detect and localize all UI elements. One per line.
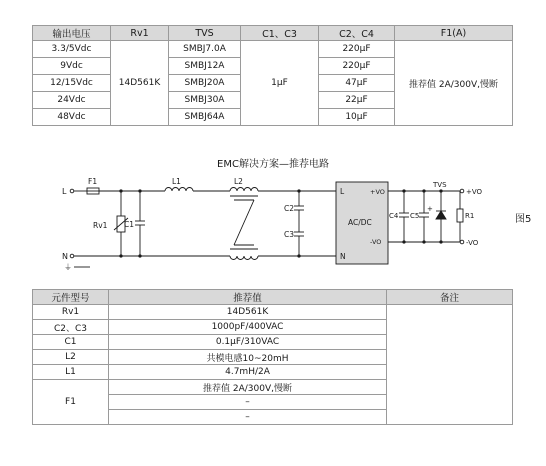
cell-value: – — [109, 395, 387, 410]
cell-vout: 3.3/5Vdc — [33, 41, 111, 58]
cell-tvs: SMBJ30A — [169, 92, 241, 109]
cell-value: 14D561K — [109, 305, 387, 320]
label-c5: C5 — [410, 212, 420, 220]
module-pin-von: -VO — [370, 238, 382, 246]
cell-vout: 9Vdc — [33, 58, 111, 75]
terminal-out-pos — [460, 189, 464, 193]
cell-tvs: SMBJ20A — [169, 75, 241, 92]
header-c1c3: C1、C3 — [241, 26, 319, 41]
label-l1: L1 — [172, 177, 181, 186]
cell-note — [387, 305, 513, 425]
cell-part-f1: F1 — [33, 380, 109, 425]
module-pin-l: L — [340, 187, 345, 196]
cell-vout: 48Vdc — [33, 109, 111, 126]
header-note: 备注 — [387, 290, 513, 305]
cell-f1: 推荐值 2A/300V,慢断 — [395, 41, 513, 126]
header-vout: 输出电压 — [33, 26, 111, 41]
cell-value: 推荐值 2A/300V,慢断 — [109, 380, 387, 395]
label-c3: C3 — [284, 230, 295, 239]
header-part: 元件型号 — [33, 290, 109, 305]
module-pin-n: N — [340, 252, 346, 261]
spec-table-header — [33, 26, 513, 41]
cell-part: L1 — [33, 365, 109, 380]
table-row — [33, 41, 513, 58]
cell-c2c4: 47μF — [319, 75, 395, 92]
cell-c2c4: 220μF — [319, 58, 395, 75]
cell-value: 0.1μF/310VAC — [109, 335, 387, 350]
label-out-neg: -VO — [466, 239, 479, 247]
cell-part: C1 — [33, 335, 109, 350]
parts-table-header — [33, 290, 513, 305]
cell-part: L2 — [33, 350, 109, 365]
label-plus: + — [427, 205, 433, 213]
cell-value: 共模电感10~20mH — [109, 350, 387, 365]
table-row — [33, 305, 513, 320]
cell-tvs: SMBJ7.0A — [169, 41, 241, 58]
emc-circuit-diagram — [0, 170, 546, 280]
spec-table — [32, 25, 513, 126]
resistor-r1 — [457, 209, 463, 222]
cell-part: Rv1 — [33, 305, 109, 320]
header-tvs: TVS — [169, 26, 241, 41]
label-tvs: TVS — [433, 181, 447, 189]
cell-c2c4: 220μF — [319, 41, 395, 58]
header-c2c4: C2、C4 — [319, 26, 395, 41]
ground-icon: ⏚ — [64, 263, 72, 272]
label-l2: L2 — [234, 177, 243, 186]
cell-c1c3: 1μF — [241, 41, 319, 126]
cell-tvs: SMBJ64A — [169, 109, 241, 126]
label-out-pos: +VO — [466, 188, 483, 196]
cell-value: – — [109, 410, 387, 425]
header-rv1: Rv1 — [111, 26, 169, 41]
choke-l2-bottom — [230, 256, 258, 260]
label-rv1: Rv1 — [93, 221, 108, 230]
cell-tvs: SMBJ12A — [169, 58, 241, 75]
cell-c2c4: 22μF — [319, 92, 395, 109]
label-f1: F1 — [88, 177, 98, 186]
tvs-diode — [436, 211, 446, 219]
label-c2: C2 — [284, 204, 295, 213]
label-r1: R1 — [465, 212, 475, 220]
header-value: 推荐值 — [109, 290, 387, 305]
cell-value: 1000pF/400VAC — [109, 320, 387, 335]
cell-part: C2、C3 — [33, 320, 109, 335]
cell-vout: 24Vdc — [33, 92, 111, 109]
circuit-title: EMC解决方案—推荐电路 — [217, 159, 329, 170]
module-pin-vop: +VO — [370, 188, 385, 196]
label-c1: C1 — [124, 220, 135, 229]
cell-vout: 12/15Vdc — [33, 75, 111, 92]
terminal-l — [70, 189, 74, 193]
terminal-n — [70, 254, 74, 258]
label-n: N — [62, 252, 68, 261]
cell-value: 4.7mH/2A — [109, 365, 387, 380]
figure-label: 图5 — [515, 214, 532, 225]
choke-l2-top — [230, 188, 258, 192]
label-c4: C4 — [389, 212, 399, 220]
cell-c2c4: 10μF — [319, 109, 395, 126]
module-name: AC/DC — [348, 218, 372, 227]
inductor-l1 — [165, 188, 193, 192]
terminal-out-neg — [460, 240, 464, 244]
header-f1: F1(A) — [395, 26, 513, 41]
label-l: L — [62, 187, 67, 196]
cell-rv1: 14D561K — [111, 41, 169, 126]
parts-table — [32, 289, 513, 425]
